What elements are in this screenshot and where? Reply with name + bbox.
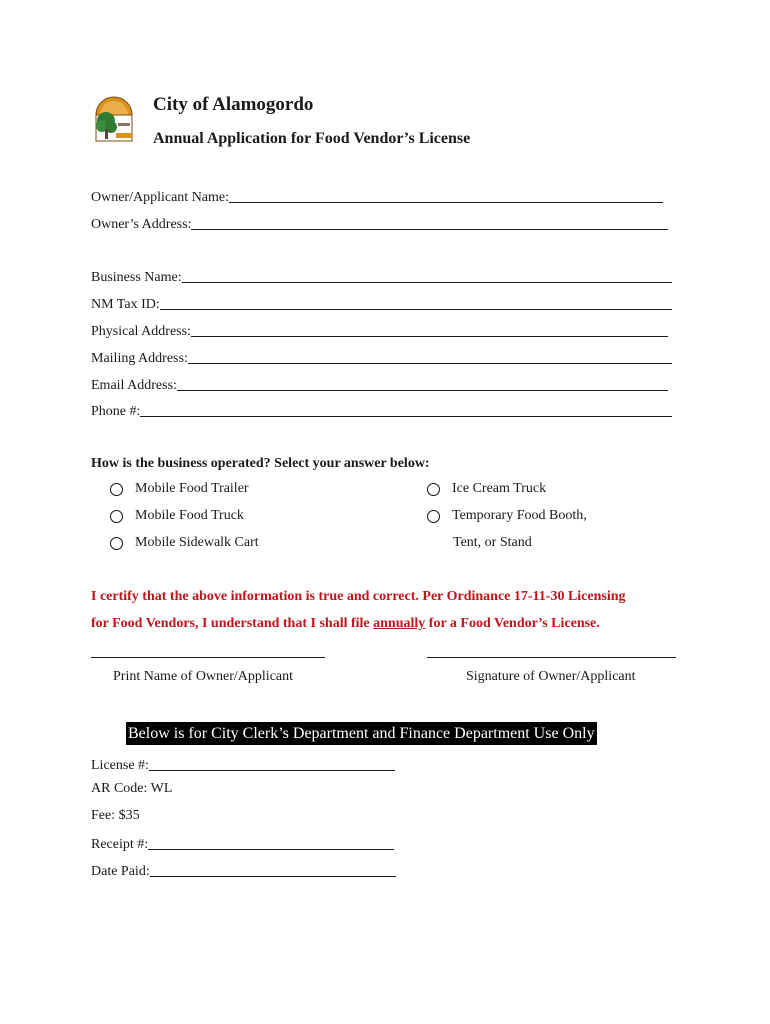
- mailing-address-line[interactable]: [188, 362, 672, 364]
- business-name-label: Business Name:: [91, 270, 182, 285]
- business-name-line[interactable]: [182, 281, 672, 283]
- receipt-number-field[interactable]: [91, 833, 394, 853]
- option-mobile-food-trailer[interactable]: [110, 481, 249, 497]
- office-use-banner: Below is for City Clerk’s Department and Finance Department Use Only: [126, 722, 597, 745]
- tax-id-label: NM Tax ID:: [91, 297, 160, 312]
- date-paid-line[interactable]: [150, 875, 396, 877]
- option-mobile-food-truck[interactable]: [110, 508, 244, 524]
- owner-name-line[interactable]: [229, 201, 663, 203]
- option-label: Mobile Food Trailer: [135, 481, 249, 496]
- phone-line[interactable]: [140, 415, 672, 417]
- signature-line[interactable]: [427, 657, 676, 658]
- receipt-number-line[interactable]: [148, 848, 394, 850]
- owner-address-line[interactable]: [191, 228, 668, 230]
- email-address-label: Email Address:: [91, 378, 177, 393]
- radio-button[interactable]: [427, 483, 440, 496]
- option-label: Temporary Food Booth,: [452, 508, 587, 523]
- date-paid-field[interactable]: [91, 860, 396, 880]
- option-ice-cream-truck[interactable]: [427, 481, 546, 497]
- option-temporary-food-booth[interactable]: [427, 508, 587, 524]
- signature-label: Signature of Owner/Applicant: [466, 669, 636, 684]
- fee: Fee: $35: [91, 808, 140, 823]
- mailing-address-label: Mailing Address:: [91, 351, 188, 366]
- option-label: Mobile Sidewalk Cart: [135, 535, 259, 550]
- email-address-line[interactable]: [177, 389, 668, 391]
- print-name-line[interactable]: [91, 657, 325, 658]
- certification-text: for Food Vendors, I understand that I shall file: [91, 616, 374, 631]
- physical-address-line[interactable]: [191, 335, 668, 337]
- radio-button[interactable]: [110, 510, 123, 523]
- date-paid-label: Date Paid:: [91, 864, 150, 879]
- ar-code: AR Code: WL: [91, 781, 173, 796]
- phone-label: Phone #:: [91, 404, 141, 419]
- mailing-address-field[interactable]: [91, 347, 672, 367]
- option-label: Mobile Food Truck: [135, 508, 244, 523]
- license-number-field[interactable]: [91, 754, 395, 774]
- tax-id-line[interactable]: [160, 308, 672, 310]
- city-logo: [92, 93, 136, 145]
- certification-text-end: for a Food Vendor’s License.: [425, 616, 600, 631]
- operation-question: How is the business operated? Select your answer below:: [91, 456, 430, 471]
- license-number-line[interactable]: [149, 769, 395, 771]
- owner-name-field[interactable]: [91, 186, 663, 206]
- certification-line-1: I certify that the above information is true and correct. Per Ordinance 17-11-30 Licensing: [91, 589, 626, 604]
- option-mobile-sidewalk-cart[interactable]: [110, 535, 259, 551]
- option-temporary-food-booth-continued: Tent, or Stand: [453, 535, 532, 550]
- physical-address-label: Physical Address:: [91, 324, 191, 339]
- option-label: Ice Cream Truck: [452, 481, 547, 496]
- radio-button[interactable]: [110, 537, 123, 550]
- page-title: City of Alamogordo: [153, 94, 314, 115]
- tax-id-field[interactable]: [91, 293, 672, 313]
- license-number-label: License #:: [91, 758, 149, 773]
- phone-field[interactable]: [91, 400, 672, 420]
- radio-button[interactable]: [427, 510, 440, 523]
- receipt-number-label: Receipt #:: [91, 837, 149, 852]
- radio-button[interactable]: [110, 483, 123, 496]
- owner-address-field[interactable]: [91, 213, 668, 233]
- business-name-field[interactable]: [91, 266, 672, 286]
- certification-line-2: [91, 616, 600, 632]
- owner-name-label: Owner/Applicant Name:: [91, 190, 230, 205]
- email-address-field[interactable]: [91, 374, 668, 394]
- certification-emphasis: annually: [373, 616, 426, 631]
- print-name-label: Print Name of Owner/Applicant: [113, 669, 294, 684]
- form-subtitle: Annual Application for Food Vendor’s License: [153, 130, 471, 147]
- physical-address-field[interactable]: [91, 320, 668, 340]
- owner-address-label: Owner’s Address:: [91, 217, 192, 232]
